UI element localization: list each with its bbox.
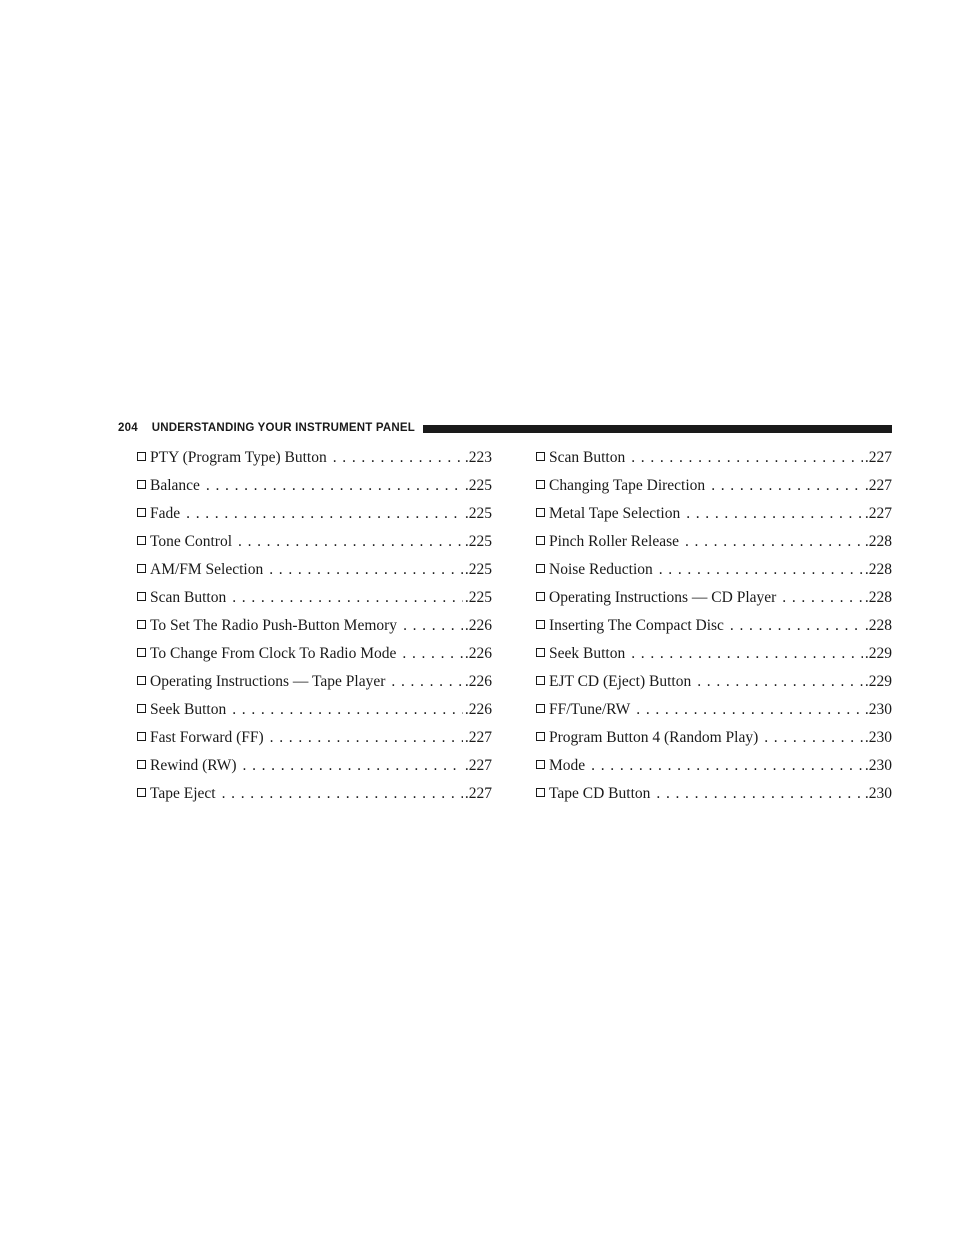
toc-entry-page: .227 <box>464 757 492 774</box>
toc-entry-label: Pinch Roller Release <box>549 533 679 550</box>
checkbox-bullet-icon <box>536 732 545 741</box>
dot-leader <box>270 727 463 749</box>
toc-entry-page: .228 <box>864 561 892 578</box>
toc-entry-page: .230 <box>864 757 892 774</box>
checkbox-bullet-icon <box>137 788 146 797</box>
toc-entry-page: .223 <box>464 449 492 466</box>
toc-entry-page: .228 <box>864 617 892 634</box>
dot-leader <box>711 475 863 497</box>
toc-entry-page: .227 <box>464 729 492 746</box>
toc-entry-page: .226 <box>464 645 492 662</box>
toc-entry[interactable] <box>137 531 492 559</box>
checkbox-bullet-icon <box>137 676 146 685</box>
toc-entry-page: .225 <box>464 589 492 606</box>
toc-entry[interactable] <box>137 447 492 475</box>
toc-entry-page: .230 <box>864 701 892 718</box>
toc-entry[interactable] <box>137 755 492 783</box>
toc-entry[interactable] <box>536 699 892 727</box>
checkbox-bullet-icon <box>137 452 146 461</box>
checkbox-bullet-icon <box>536 508 545 517</box>
checkbox-bullet-icon <box>536 536 545 545</box>
dot-leader <box>631 643 863 665</box>
toc-entry[interactable] <box>536 447 892 475</box>
dot-leader <box>186 503 463 525</box>
checkbox-bullet-icon <box>536 564 545 573</box>
toc-entry-label: PTY (Program Type) Button <box>150 449 327 466</box>
toc-entry[interactable] <box>536 587 892 615</box>
checkbox-bullet-icon <box>536 452 545 461</box>
toc-left-column <box>137 447 492 811</box>
toc-entry-page: .227 <box>864 505 892 522</box>
dot-leader <box>631 447 863 469</box>
checkbox-bullet-icon <box>536 480 545 489</box>
toc-entry-label: To Change From Clock To Radio Mode <box>150 645 397 662</box>
dot-leader <box>222 783 463 805</box>
toc-entry-page: .227 <box>864 477 892 494</box>
toc-entry[interactable] <box>137 615 492 643</box>
toc-entry[interactable] <box>137 643 492 671</box>
dot-leader <box>206 475 463 497</box>
toc-entry[interactable] <box>536 671 892 699</box>
toc-entry-label: Tape CD Button <box>549 785 651 802</box>
page-number: 204 <box>118 422 138 434</box>
toc-entry-label: Mode <box>549 757 586 774</box>
toc-entry[interactable] <box>536 559 892 587</box>
toc-entry[interactable] <box>536 727 892 755</box>
toc-entry-label: Tone Control <box>150 533 233 550</box>
toc-right-column <box>536 447 892 811</box>
checkbox-bullet-icon <box>536 760 545 769</box>
dot-leader <box>659 559 863 581</box>
toc-entry-label: Seek Button <box>150 701 227 718</box>
toc-entry[interactable] <box>137 559 492 587</box>
checkbox-bullet-icon <box>137 536 146 545</box>
toc-entry[interactable] <box>536 475 892 503</box>
toc-entry-page: .226 <box>464 701 492 718</box>
toc-entry[interactable] <box>137 783 492 811</box>
toc-entry-page: .228 <box>864 589 892 606</box>
toc-entry-label: Fade <box>150 505 181 522</box>
toc-entry-label: Operating Instructions — CD Player <box>549 589 777 606</box>
checkbox-bullet-icon <box>536 788 545 797</box>
toc-entry-page: .227 <box>864 449 892 466</box>
toc-entry-page: .229 <box>864 645 892 662</box>
toc-entry[interactable] <box>137 699 492 727</box>
dot-leader <box>391 671 462 693</box>
checkbox-bullet-icon <box>137 564 146 573</box>
toc-entry[interactable] <box>536 615 892 643</box>
toc-entry-page: .226 <box>464 673 492 690</box>
toc-entry-page: .229 <box>864 673 892 690</box>
toc-entry-page: .227 <box>464 785 492 802</box>
toc-entry-page: .225 <box>464 505 492 522</box>
toc-entry-label: FF/Tune/RW <box>549 701 631 718</box>
dot-leader <box>402 643 462 665</box>
toc-entry[interactable] <box>137 727 492 755</box>
dot-leader <box>764 727 863 749</box>
toc-entry[interactable] <box>536 531 892 559</box>
toc-entry-label: To Set The Radio Push-Button Memory <box>150 617 398 634</box>
checkbox-bullet-icon <box>536 620 545 629</box>
toc-entry[interactable] <box>137 671 492 699</box>
checkbox-bullet-icon <box>536 704 545 713</box>
toc-entry-label: EJT CD (Eject) Button <box>549 673 692 690</box>
checkbox-bullet-icon <box>137 760 146 769</box>
dot-leader <box>243 755 463 777</box>
toc-entry[interactable] <box>536 643 892 671</box>
toc-entry-label: Metal Tape Selection <box>549 505 681 522</box>
checkbox-bullet-icon <box>137 648 146 657</box>
toc-entry-page: .226 <box>464 617 492 634</box>
toc-entry[interactable] <box>536 783 892 811</box>
dot-leader <box>782 587 863 609</box>
dot-leader <box>656 783 862 805</box>
checkbox-bullet-icon <box>536 592 545 601</box>
dot-leader <box>333 447 463 469</box>
toc-entry-label: Tape Eject <box>150 785 216 802</box>
page-header <box>118 420 892 436</box>
dot-leader <box>232 587 463 609</box>
checkbox-bullet-icon <box>137 592 146 601</box>
toc-entry-label: Rewind (RW) <box>150 757 237 774</box>
dot-leader <box>636 699 863 721</box>
toc-entry[interactable] <box>137 503 492 531</box>
dot-leader <box>232 699 463 721</box>
checkbox-bullet-icon <box>137 480 146 489</box>
toc-entry-label: Operating Instructions — Tape Player <box>150 673 386 690</box>
dot-leader <box>697 671 863 693</box>
checkbox-bullet-icon <box>137 732 146 741</box>
checkbox-bullet-icon <box>137 620 146 629</box>
toc-entry-label: Balance <box>150 477 200 494</box>
toc-entry[interactable] <box>536 503 892 531</box>
toc-entry-label: Noise Reduction <box>549 561 653 578</box>
checkbox-bullet-icon <box>536 676 545 685</box>
toc-entry-label: Scan Button <box>150 589 227 606</box>
toc-entry-page: .225 <box>464 561 492 578</box>
toc-entry-label: Seek Button <box>549 645 626 662</box>
checkbox-bullet-icon <box>536 648 545 657</box>
toc-entry-page: .228 <box>864 533 892 550</box>
toc-entry-label: Program Button 4 (Random Play) <box>549 729 759 746</box>
dot-leader <box>730 615 863 637</box>
toc-entry-page: .225 <box>464 533 492 550</box>
toc-entry[interactable] <box>137 475 492 503</box>
toc-entry-label: Scan Button <box>549 449 626 466</box>
toc-entry-label: AM/FM Selection <box>150 561 264 578</box>
dot-leader <box>686 503 863 525</box>
dot-leader <box>403 615 463 637</box>
toc-entry-label: Changing Tape Direction <box>549 477 706 494</box>
section-title: UNDERSTANDING YOUR INSTRUMENT PANEL <box>151 422 415 434</box>
toc-entry-label: Fast Forward (FF) <box>150 729 264 746</box>
checkbox-bullet-icon <box>137 508 146 517</box>
toc-entry[interactable] <box>137 587 492 615</box>
dot-leader <box>685 531 863 553</box>
checkbox-bullet-icon <box>137 704 146 713</box>
toc-entry[interactable] <box>536 755 892 783</box>
toc-entry-page: .230 <box>864 785 892 802</box>
dot-leader <box>269 559 463 581</box>
dot-leader <box>238 531 463 553</box>
toc-entry-label: Inserting The Compact Disc <box>549 617 724 634</box>
toc-entry-page: .230 <box>864 729 892 746</box>
dot-leader <box>591 755 863 777</box>
toc-entry-page: .225 <box>464 477 492 494</box>
header-rule <box>423 425 892 433</box>
